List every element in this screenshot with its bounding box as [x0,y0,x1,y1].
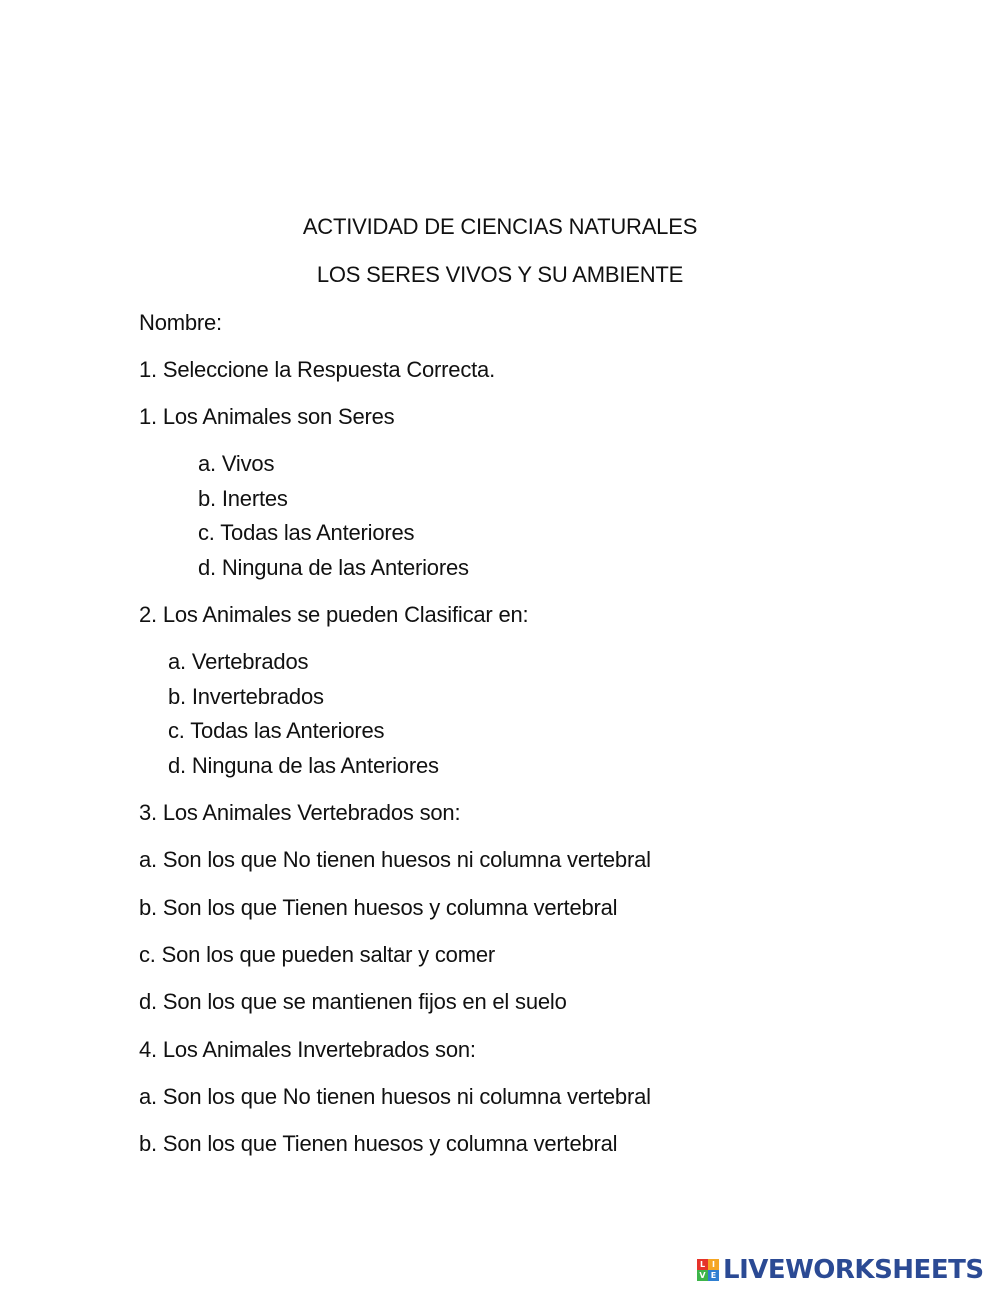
question-4-option-a[interactable]: a. Son los que No tienen huesos ni columna vertebral [139,1084,651,1109]
worksheet-title: ACTIVIDAD DE CIENCIAS NATURALES [302,214,698,239]
liveworksheets-logo[interactable] [697,1256,984,1284]
question-2-option-a[interactable]: a. Vertebrados [168,649,309,674]
worksheet-subtitle: LOS SERES VIVOS Y SU AMBIENTE [316,262,684,287]
question-2-text: 2. Los Animales se pueden Clasificar en: [139,602,529,627]
question-2-option-b[interactable]: b. Invertebrados [168,684,324,709]
logo-square-i: I [708,1259,719,1270]
logo-square-l: L [697,1259,708,1270]
logo-square-e: E [708,1270,719,1281]
question-1-option-a[interactable]: a. Vivos [198,451,275,476]
question-1-text: 1. Los Animales son Seres [139,404,395,429]
liveworksheets-logo-icon [697,1259,719,1281]
question-3-option-c[interactable]: c. Son los que pueden saltar y comer [139,942,496,967]
question-3-option-d[interactable]: d. Son los que se mantienen fijos en el suelo [139,989,567,1014]
liveworksheets-logo-text: LIVEWORKSHEETS [723,1255,984,1285]
instruction-text: 1. Seleccione la Respuesta Correcta. [139,357,495,382]
question-1-option-d[interactable]: d. Ninguna de las Anteriores [198,555,469,580]
logo-square-v: V [697,1270,708,1281]
question-3-option-b[interactable]: b. Son los que Tienen huesos y columna vertebral [139,895,618,920]
question-1-option-c[interactable]: c. Todas las Anteriores [198,520,415,545]
question-1-option-b[interactable]: b. Inertes [198,486,288,511]
name-label: Nombre: [139,310,222,335]
question-2-option-c[interactable]: c. Todas las Anteriores [168,718,385,743]
question-3-text: 3. Los Animales Vertebrados son: [139,800,461,825]
question-4-text: 4. Los Animales Invertebrados son: [139,1037,476,1062]
question-4-option-b[interactable]: b. Son los que Tienen huesos y columna vertebral [139,1131,618,1156]
question-2-option-d[interactable]: d. Ninguna de las Anteriores [168,753,439,778]
question-3-option-a[interactable]: a. Son los que No tienen huesos ni columna vertebral [139,847,651,872]
